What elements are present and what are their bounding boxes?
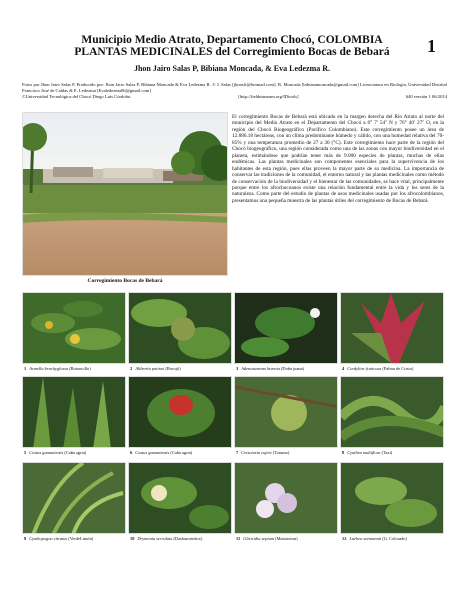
page-number: 1 [427, 36, 436, 56]
plant-photo-8 [340, 376, 444, 448]
body-text: El corregimiento Bocas de Bebará está ubicado en la margen derecha del Río Atrato al norte del municipio del Medio Atrato en el Departamento del Chocó a 6° 7' 54'' N y 76° 40' 27'' O, en la región del Chocó Biogeográfico (Pacífico Colombiano). Este corregimiento posee un área de 12.886.18 hectáreas, con un clima predominante húmedo y cálido, con una humedad relativa del 70- 85% y una temperatura promedio de 27 a 30 (°C). Este corregimiento hace parte de la región del Chocó biogeográfico, una región considerada como una de las zonas con mayor biodiversidad en el planeta, estimándose que podrían tener más de 9.000 especies de plantas, muchas de ellas endémicas. Las plantas medicinales son componentes esenciales para la supervivencia de los habitantes de esta región, pues ellas proveen la mayor parte de su medicina. La importancia de conservar las tradiciones de la comunidad, el entorno natural y las plantas medicinales como método de conservación de la biodiversidad y el bienestar de las comunidades, se hace vital, principalmente porque entre los afrochocoanos existe una relación fundamental entre la vida y los seres de la naturaleza. Como parte del estudio de plantas de usos medicinales usadas por los afrocolombianos, presentamos una pequeña muestra de las plantas útiles del corregimiento de Bocas de Bebará. [232, 114, 444, 204]
caption-10: 10 Drymonia serrulata (Dasbarrotedox) [130, 536, 203, 541]
plant-photo-2 [128, 292, 232, 364]
title-line-1: Municipio Medio Atrato, Departamento Chocó, COLOMBIA [81, 34, 383, 46]
main-photo-village [22, 112, 228, 276]
title-line-2-text: PLANTAS MEDICINALES del Corregimiento Bocas de Bebará [74, 46, 390, 58]
caption-8: 8 Cyathea multiflora (Taxi) [342, 450, 393, 455]
credits [22, 82, 447, 100]
caption-9: 9 Cymbopogon citratus (VerdeLimón) [24, 536, 94, 541]
plant-photo-5 [22, 376, 126, 448]
caption-12: 12 Luehea seemannii (G. Colorado) [342, 536, 407, 541]
caption-5: 5 Costus guanaiensis (Caña agria) [24, 450, 87, 455]
plant-photo-9 [22, 462, 126, 534]
plant-photo-12 [340, 462, 444, 534]
plant-photo-6 [128, 376, 232, 448]
title-line-2 [0, 46, 464, 59]
credits-line-2 [22, 94, 447, 100]
caption-7: 7 Crescentia cujete (Totumo) [236, 450, 290, 455]
main-photo-caption: Corregimiento Bocas de Bebará [87, 278, 163, 284]
caption-6: 6 Costus guanaiensis (Caña agria) [130, 450, 193, 455]
caption-1: 1 Acmella brachyglossa (Botoncillo) [24, 366, 91, 371]
caption-4: 4 Cordyline fruticosa (Palma de Cristo) [342, 366, 414, 371]
plant-photo-3 [234, 292, 338, 364]
credits-url[interactable]: [http://fieldmuseum.org/IDtools] [238, 94, 299, 99]
credits-line-1: Fotos por Jhon Jairo Salas P. Producido por: Jhon Jairo Salas P, Bibiana Moncada & Eva Ledezma R. © J. Salas [jhonsfr@hotmail.com], B. Moncada [bibianamoncada@gmail.com] Licenciatura en Biología, Universidad Distrital Francisco José de Caldas & E. Ledezma [Evaledezma06@gmail.com] [22, 82, 447, 93]
credits-university: ©Universidad Tecnológica del Chocó Diego Luis Córdoba. [22, 94, 132, 99]
plant-photo-1 [22, 292, 126, 364]
plant-photo-7 [234, 376, 338, 448]
caption-2: 2 Aliberita patinoi (Borojó) [130, 366, 181, 371]
plant-photo-10 [128, 462, 232, 534]
caption-3: 3 Adenostemma lavenia (Doña juana) [236, 366, 305, 371]
authors: Jhon Jairo Salas P, Bibiana Moncada, & Eva Ledezma R. [133, 64, 331, 73]
plant-photo-4 [340, 292, 444, 364]
plant-photo-11 [234, 462, 338, 534]
credits-version: 640 versión 1 06/2014 [405, 94, 447, 99]
caption-11: 11 Gliricidia sepium (Matarraton) [236, 536, 298, 541]
